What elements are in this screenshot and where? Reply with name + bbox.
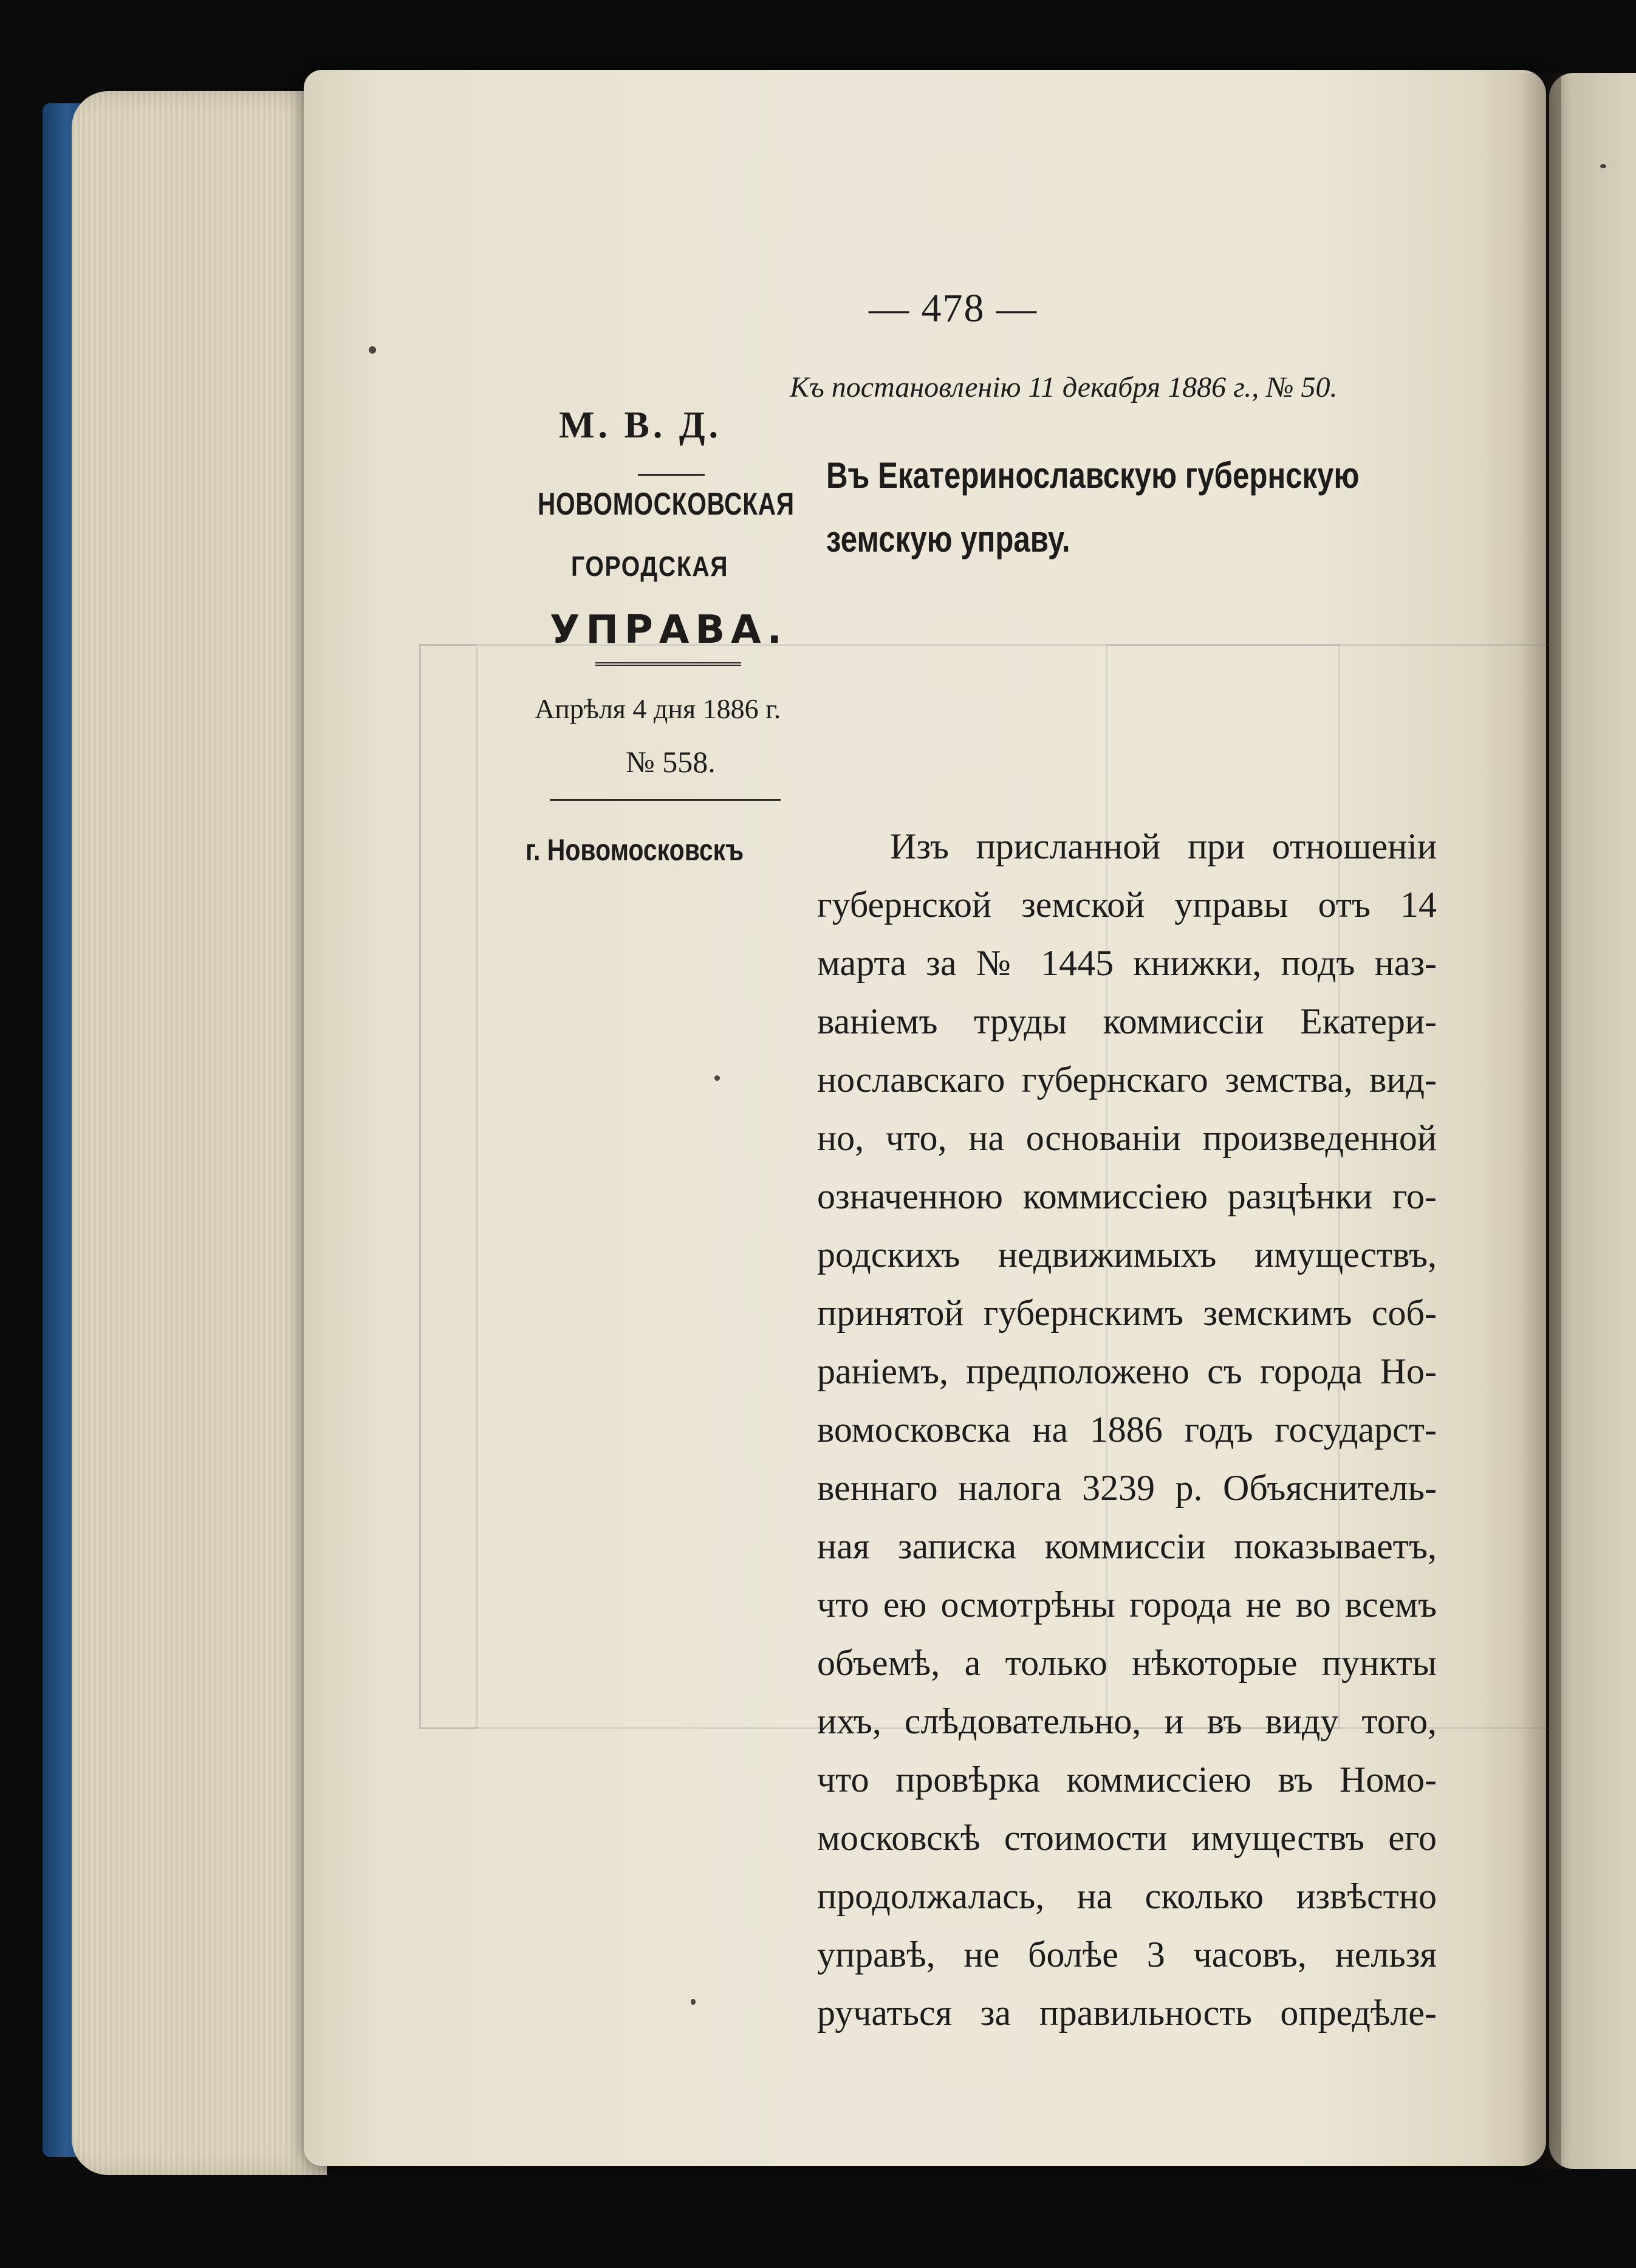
body-text-line: ная записка коммиссіи показываетъ, — [817, 1526, 1437, 1566]
body-text-line: управѣ, не болѣе 3 часовъ, нельзя — [817, 1934, 1437, 1975]
body-text-line: родскихъ недвижимыхъ имуществъ, — [817, 1235, 1437, 1275]
body-text-line: продолжалась, на сколько извѣстно — [817, 1876, 1437, 1916]
addressee-line: земскую управу. — [826, 519, 1070, 560]
letter-date: Апрѣля 4 дня 1886 г. — [535, 693, 781, 724]
divider — [550, 799, 781, 801]
city-name: г. Новомосковскъ — [525, 833, 744, 867]
organization-name-line1: НОВОМОСКОВСКАЯ — [538, 487, 795, 522]
scan-speck — [1600, 164, 1606, 168]
letter-number: № 558. — [626, 745, 716, 779]
body-text-line: объемѣ, а только нѣкоторые пункты — [817, 1643, 1437, 1683]
body-text-line: ручаться за правильность опредѣле- — [817, 1993, 1437, 2033]
body-text-line: принятой губернскимъ земскимъ соб- — [817, 1293, 1437, 1333]
body-text-line: Изъ присланной при отношеніи — [890, 826, 1437, 866]
body-text-line: но, что, на основаніи произведенной — [817, 1118, 1437, 1158]
body-text-line: губернской земской управы отъ 14 — [817, 885, 1437, 925]
body-text-line: веннаго налога 3239 р. Объяснитель- — [817, 1468, 1437, 1508]
body-text-line: нославскаго губернскаго земства, вид- — [817, 1060, 1437, 1100]
body-text-line: означенною коммиссіею разцѣнки го- — [817, 1176, 1437, 1216]
page-number: — 478 — — [869, 286, 1038, 331]
letter-body — [817, 817, 1437, 2042]
body-text-line: что провѣрка коммиссіею въ Номо- — [817, 1759, 1437, 1800]
scan-speck — [369, 346, 376, 354]
organization-name-line3: УПРАВА. — [550, 608, 788, 653]
double-divider — [595, 662, 741, 668]
addressee — [826, 444, 1440, 571]
body-text-line: марта за № 1445 книжки, подъ наз- — [817, 943, 1437, 983]
body-text-line: московскѣ стоимости имуществъ его — [817, 1818, 1437, 1858]
organization-name-line2: ГОРОДСКАЯ — [571, 550, 729, 582]
body-text-line: ихъ, слѣдовательно, и въ виду того, — [817, 1701, 1437, 1741]
show-through-column — [419, 644, 477, 1729]
divider — [638, 474, 705, 476]
body-text-line: что ею осмотрѣны города не во всемъ — [817, 1585, 1437, 1625]
body-text-line: ваніемъ труды коммиссіи Екатери- — [817, 1001, 1437, 1041]
addressee-line: Въ Екатеринославскую губернскую — [826, 455, 1360, 496]
ministry-initials: М. В. Д. — [559, 405, 722, 446]
body-text-line: вомосковска на 1886 годъ государст- — [817, 1410, 1437, 1450]
scan-speck — [714, 1075, 720, 1081]
page-stack — [72, 91, 327, 2175]
document-reference: Къ постановленію 11 декабря 1886 г., № 50. — [790, 371, 1338, 403]
body-text-line: раніемъ, предположено съ города Но- — [817, 1351, 1437, 1391]
next-page-edge — [1549, 73, 1636, 2169]
scan-speck — [691, 1999, 696, 2005]
